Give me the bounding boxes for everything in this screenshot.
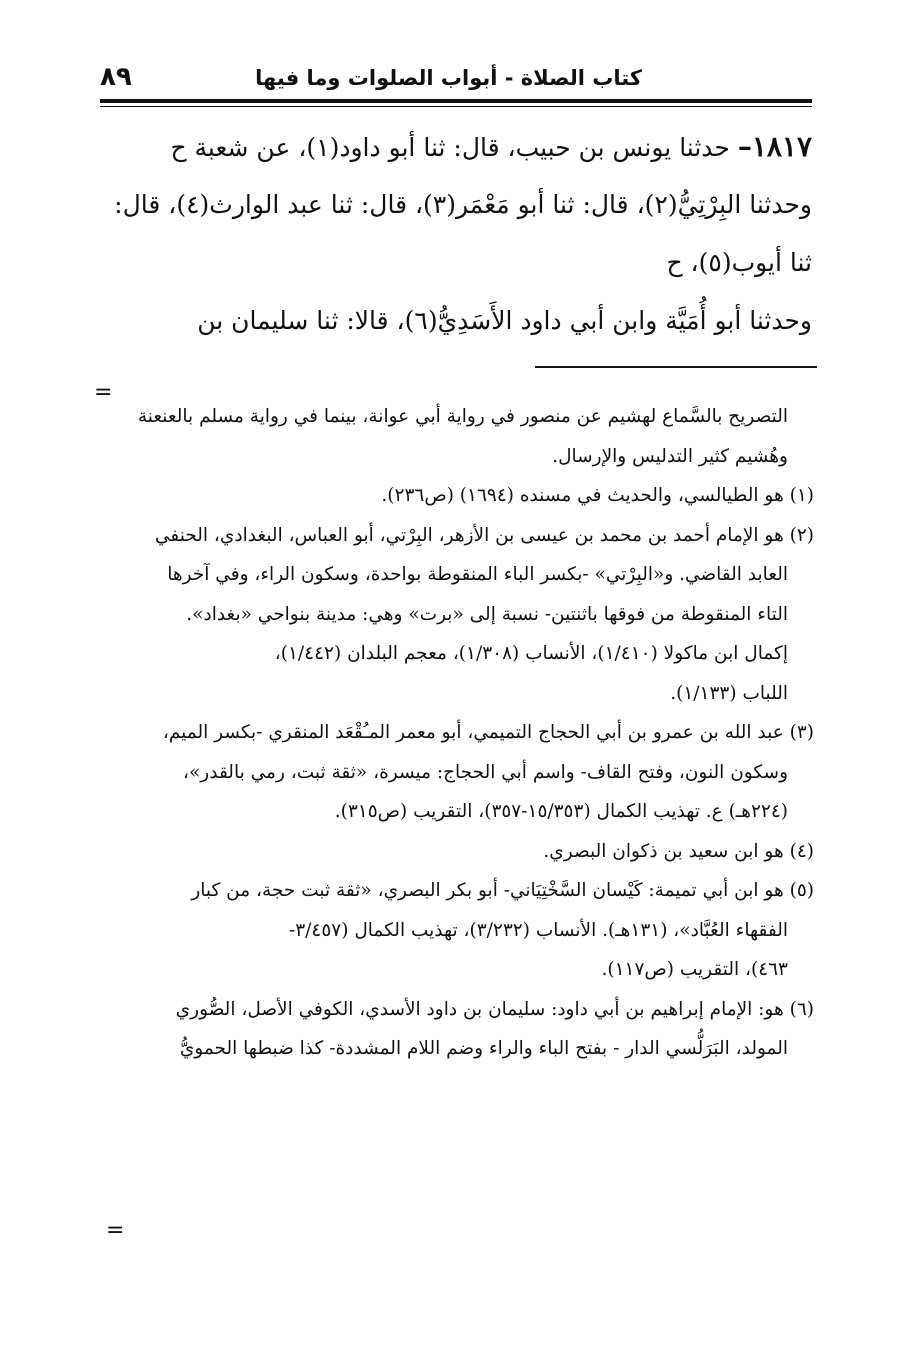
header-rule-thin	[100, 106, 812, 107]
footnote-line: المولد، البَرَلُّسي الدار - بفتح الباء والراء وضم اللام المشددة- كذا ضبطها الحمويُّ	[179, 1038, 788, 1059]
footnote-line: إكمال ابن ماكولا (١/٤١٠)، الأنساب (١/٣٠٨)، معجم البلدان (١/٤٤٢)،	[274, 643, 788, 664]
footnote-line: التاء المنقوطة من فوقها باثنتين- نسبة إلى «برت» وهي: مدينة بنواحي «بغداد».	[186, 603, 788, 625]
footnote-line: العابد القاضي. و«البِرْتي» -بكسر الباء المنقوطة بواحدة، وسكون الراء، وفي آخرها	[167, 564, 788, 585]
footnote-line: التصريح بالسَّماع لهشيم عن منصور في رواية أبي عوانة، بينما في رواية مسلم بالعنعنة	[137, 406, 788, 427]
footnote-line: (٦) هو: الإمام إبراهيم بن أبي داود: سليمان بن داود الأسدي، الكوفي الأصل، الصُّوري	[175, 998, 814, 1020]
footnote-line: (١) هو الطيالسي، والحديث في مسنده (١٦٩٤) (ص٢٣٦).	[381, 485, 814, 506]
footnote-line: (٢٢٤هـ) ع. تهذيب الكمال (١٥/٣٥٣-٣٥٧)، التقريب (ص٣١٥).	[334, 801, 788, 822]
page-header	[100, 58, 812, 102]
continuation-mark-bottom: =	[106, 1218, 125, 1243]
hadith-number: ١٨١٧–	[737, 130, 812, 163]
hadith-line: وحدثنا البِرْتِيُّ(٢)، قال: ثنا أبو مَعْمَر(٣)، قال: ثنا عبد الوارث(٤)، قال:	[114, 190, 812, 219]
footnote-line: ٤٦٣)، التقريب (ص١١٧).	[601, 959, 788, 980]
continuation-mark-top: =	[94, 380, 113, 405]
hadith-text	[100, 118, 812, 350]
footnote-line: وسكون النون، وفتح القاف- واسم أبي الحجاج: ميسرة، «ثقة ثبت، رمي بالقدر»،	[183, 761, 788, 783]
footnote-line: (٥) هو ابن أبي تميمة: كَيْسان السَّخْتِيَاني- أبو بكر البصري، «ثقة ثبت حجة، من كبار	[191, 880, 814, 901]
footnote-line: (٤) هو ابن سعيد بن ذكوان البصري.	[543, 840, 814, 862]
footnote-line: (٣) عبد الله بن عمرو بن أبي الحجاج التميمي، أبو معمر المـُقْعَد المنقري -بكسر الميم،	[162, 722, 814, 743]
hadith-line-text: حدثنا يونس بن حبيب، قال: ثنا أبو داود(١)، عن شعبة ح	[170, 133, 730, 162]
footnote-separator	[535, 366, 817, 368]
hadith-line: ثنا أيوب(٥)، ح	[666, 248, 812, 277]
hadith-line	[100, 118, 812, 176]
header-rule	[100, 99, 812, 103]
footnote-line: وهُشيم كثير التدليس والإرسال.	[552, 445, 788, 467]
page-number: ٨٩	[100, 62, 132, 92]
hadith-line: وحدثنا أبو أُمَيَّة وابن أبي داود الأَسَدِيُّ(٦)، قالا: ثنا سليمان بن	[197, 306, 812, 335]
footnote-line: الفقهاء العُبَّاد»، (١٣١هـ). الأنساب (٣/٢٣٢)، تهذيب الكمال (٣/٤٥٧-	[288, 919, 788, 941]
footnote-line: اللباب (١/١٣٣).	[670, 682, 788, 704]
footnotes	[100, 397, 814, 1069]
footnote-line: (٢) هو الإمام أحمد بن محمد بن عيسى بن الأزهر، البِرْتي، أبو العباس، البغدادي، الحنفي	[154, 524, 814, 546]
running-title: كتاب الصلاة - أبواب الصلوات وما فيها	[255, 66, 642, 90]
